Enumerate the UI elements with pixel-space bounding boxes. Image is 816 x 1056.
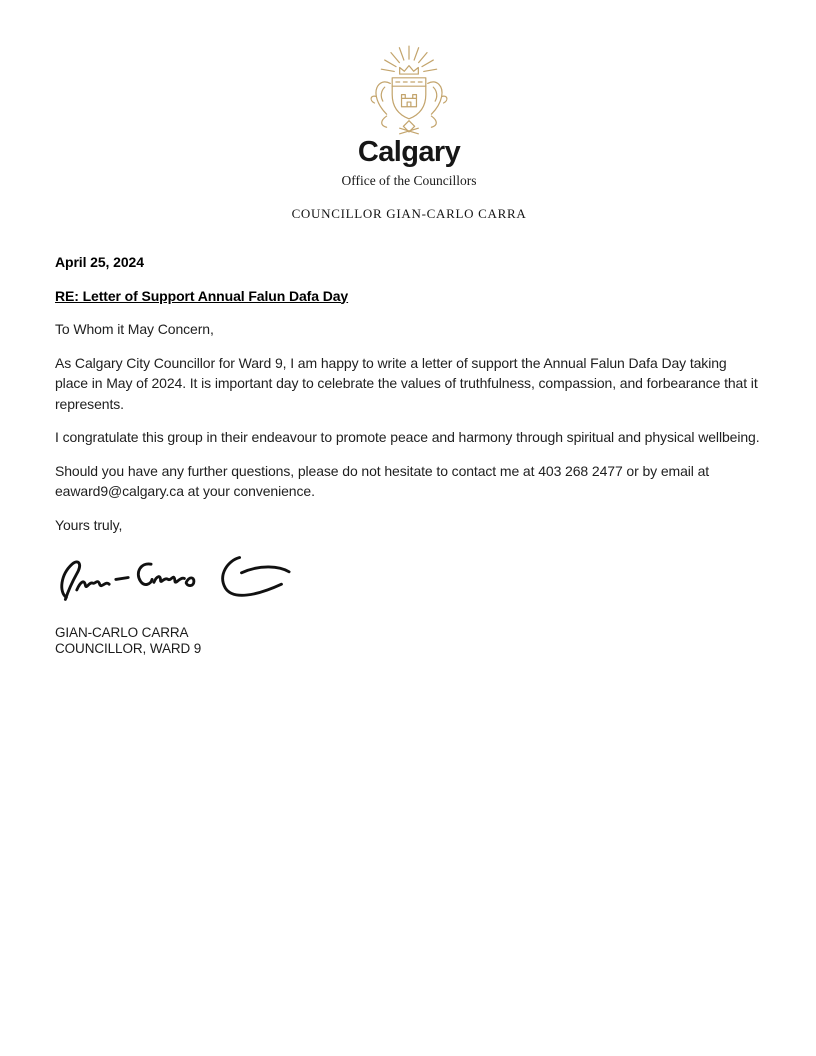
signature-title: COUNCILLOR, WARD 9 [55,640,202,656]
calgary-wordmark: Calgary [357,136,461,168]
salutation: To Whom it May Concern, [55,321,214,337]
paragraph-2: I congratulate this group in their endeavour to promote peace and harmony through spiritual and physical wellbeing. [55,429,760,445]
closing: Yours truly, [55,516,123,533]
handwritten-signature [53,548,291,608]
signature-name: GIAN-CARLO CARRA [55,625,189,640]
paragraph-1: As Calgary City Councillor for Ward 9, I am happy to write a letter of support the Annual Falun Dafa Day taking place in May of 2024. It is important day to celebrate the values of truthfulness, compassion, and forbearance that it represents. [55,354,758,412]
letterhead [55,42,763,221]
councillor-line: COUNCILLOR GIAN-CARLO CARRA [291,206,527,221]
letter-body [55,252,763,656]
letter-subject: RE: Letter of Support Annual Falun Dafa Day [55,287,349,304]
office-line: Office of the Councillors [341,173,477,188]
calgary-crest-icon [353,42,465,136]
paragraph-3: Should you have any further questions, please do not hesitate to contact me at 403 268 2477 or by email at eaward9@calgary.ca at your convenience. [55,462,710,499]
signature-block [55,625,763,656]
letter-date: April 25, 2024 [55,254,144,270]
